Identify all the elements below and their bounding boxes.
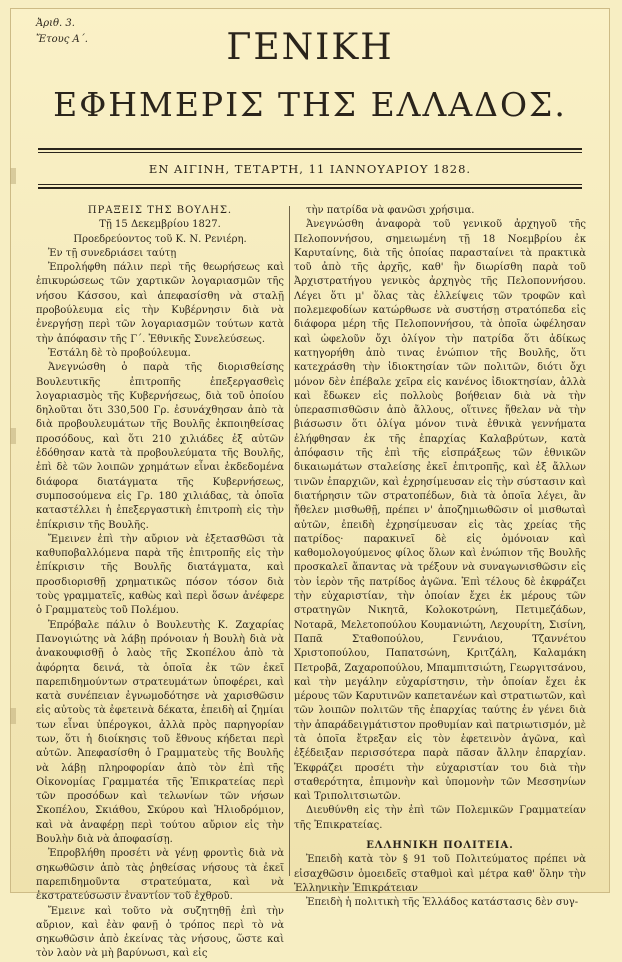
paragraph: Ἐν τῇ συνεδριάσει ταύτῃ	[48, 247, 177, 259]
paragraph: Ἐπροβλήθη προσέτι νὰ γένῃ φροντὶς διὰ νὰ σηκωθῶσιν ἀπὸ τὰς ῥηθείσας νήσους τὰ ἐκεῖ παρεπιδημοῦντα στρατεύματα, καὶ νὰ ἐκστρατεύσωσιν ἐναντίον τοῦ ἐχθροῦ.	[36, 848, 284, 903]
issue-number: Ἀριθ. 3.	[36, 18, 75, 29]
dateline-rule-thin	[38, 184, 582, 185]
paragraph: Ἐπειδὴ ἡ πολιτικὴ τῆς Ἑλλάδος κατάστασις δὲν συγ-	[306, 897, 579, 909]
section-heading: ΕΛΛΗΝΙΚΗ ΠΟΛΙΤΕΙΑ.	[366, 840, 514, 852]
presiding-line: Προεδρεύοντος τοῦ Κ. Ν. Ρενιέρη.	[73, 233, 247, 245]
right-column	[294, 204, 586, 911]
column-divider	[289, 206, 290, 876]
left-column	[36, 204, 284, 962]
paragraph: τὴν πατρίδα νὰ φανῶσι χρήσιμα.	[306, 205, 475, 216]
section-heading: ΠΡΑΞΕΙΣ ΤΗΣ ΒΟΥΛΗΣ.	[87, 205, 233, 216]
masthead-rule-thin	[38, 152, 582, 153]
masthead-line-2: ΕΦΗΜΕΡΙΣ ΤΗΣ ΕΛΛΑΔΟΣ.	[53, 85, 567, 124]
paragraph: Διευθύνθη εἰς τὴν ἐπὶ τῶν Πολεμικῶν Γραμματείαν τῆς Ἐπικρατείας.	[294, 805, 586, 831]
paragraph: Ἔμεινε καὶ τοῦτο νὰ συζητηθῇ ἐπὶ τὴν αὔριον, καὶ ἐὰν φανῇ ὁ τρόπος περὶ τὸ νὰ σηκωθῶσιν ἀπὸ ἐκείνας τὰς νήσους, ὥστε καὶ τὸν λαὸν νὰ μὴ βαρύνωσι, καὶ εἰς	[36, 905, 284, 960]
paragraph: Ἀνεγνώσθη ὁ παρὰ τῆς διορισθείσης Βουλευτικῆς ἐπιτροπῆς ἐπεξεργασθεὶς λογαριασμὸς τῆς Κυβερνήσεως, διὰ τοῦ ὁποίου δηλοῦται ὅτι 330,500 Γρ. ἐσυνάχθησαν ἀπὸ τὰ διὰ προβουλευμάτων τῆς Βουλῆς ἐκποιηθείσας προσόδους, καὶ ὅτι 210 χιλιάδες ἐξ αὐτῶν ἐδόθησαν κατὰ τὰ προβουλεύματα τῆς Βουλῆς, ἐπὶ δὲ τῶν λοιπῶν χρημάτων εἶναι ἐκδεδομένα διάφορα διατάγματα τῆς Κυβερνήσεως, συμποσούμενα εἰς Γρ. 180 χιλιάδας, τὰ ὁποῖα καταστέλλει ἡ ἐπεξεργαστικὴ ἐπιτροπὴ εἰς τὴν ἐπίκρισιν τῆς Βουλῆς.	[36, 362, 284, 531]
paragraph: Ἐπρόβαλε πάλιν ὁ Βουλευτὴς Κ. Ζαχαρίας Πανογιώτης νὰ λάβῃ πρόνοιαν ἡ Βουλὴ διὰ νὰ ἀνακουφισθῇ ὁ λαὸς τῆς Σκοπέλου ἀπὸ τὰ ἀφόρητα δεινά, τὰ ὁποῖα ἐκ τῶν ἐκεῖ παρεπιδημούντων στρατευμάτων ὑποφέρει, καὶ κατὰ συνέπειαν ἐγνωμοδότησε νὰ χαρισθῶσιν εἰς αὐτοὺς τὰ ἐφετεινὰ δέκατα, ἐπειδὴ αἱ ζημίαι των εἶναι ὑπέρογκοι, ἀλλὰ πρὸς παρηγορίαν των, ὅτι ἡ διοίκησις τοῦ ἔθνους κήδεται περὶ αὐτῶν. Ἀπεφασίσθη ὁ Γραμματεὺς τῆς Βουλῆς νὰ λάβῃ πληροφορίαν ἀπὸ τὸν ἐπὶ τῆς Οἰκονομίας Γραμματέα τῆς Ἐπικρατείας περὶ τῶν προσόδων καὶ τελωνίων τῶν νήσων Σκοπέλου, Σκιάθου, Σκύρου καὶ Ἠλιοδρόμιον, καὶ νὰ ἀναφέρῃ περὶ τούτου αὔριον εἰς τὴν Βουλὴν διὰ νὰ ἀποφασίσῃ.	[36, 619, 284, 846]
paragraph: Ἐστάλη δὲ τὸ προβούλευμα.	[48, 347, 191, 359]
newspaper-page	[10, 8, 610, 960]
masthead-line-1: ΓΕΝΙΚΗ	[226, 27, 394, 68]
edge-mark	[10, 708, 16, 724]
paragraph: Ἔμεινεν ἐπὶ τὴν αὔριον νὰ ἐξετασθῶσι τὰ καθυποβαλλόμενα παρὰ τῆς ἐπιτροπῆς εἰς τὴν ἐπίκρισιν τῆς Βουλῆς διατάγματα, καὶ προσδιορισθῇ χρηματικῶς πόσον τόσον διὰ τοὺς γραμματεῖς, καθὼς καὶ περὶ ὅσων ἀνέφερε ὁ Γραμματεὺς τοῦ Πολέμου.	[36, 533, 284, 617]
paragraph: Ἐπειδὴ κατὰ τὸν § 91 τοῦ Πολιτεύματος πρέπει νὰ εἰσαχθῶσιν ὁμοειδεῖς σταθμοὶ καὶ μέτρα καθ' ὅλην τὴν Ἑλληνικὴν Ἐπικράτειαν	[294, 854, 586, 894]
dateline-rule-bottom	[38, 187, 582, 189]
edge-mark	[10, 428, 16, 444]
masthead-rule-top	[38, 148, 582, 150]
paragraph: Ἐπρολήφθη πάλιν περὶ τῆς θεωρήσεως καὶ ἐπικυρώσεως τῶν χαρτικῶν λογαριασμῶν τῆς νήσου Κάσσου, καὶ ἀπεφασίσθη νὰ σταλῇ προβούλευμα εἰς τὴν Κυβέρνησιν διὰ νὰ ἐνεργήσῃ περὶ τῶν λογαριασμῶν τούτων κατὰ τὴν ἀπόφασιν τῆς Γ΄. Ἐθνικῆς Συνελεύσεως.	[36, 262, 284, 345]
session-date: Τῇ 15 Δεκεμβρίου 1827.	[99, 219, 221, 231]
issue-year: Ἔτους Α΄.	[36, 34, 88, 45]
dateline: ΕΝ ΑΙΓΙΝΗ, ΤΕΤΑΡΤΗ, 11 ΙΑΝΝΟΥΑΡΙΟΥ 1828.	[148, 162, 472, 176]
paragraph: Ἀνεγνώσθη ἀναφορὰ τοῦ γενικοῦ ἀρχηγοῦ τῆς Πελοποννήσου, σημειωμένη τῇ 18 Νοεμβρίου ἐκ Καρυταίνης, διὰ τῆς ὁποίας παρασταίνει τὰ πρακτικὰ τοῦ ἀπὸ τῆς ἀρχῆς, καθ' ἣν διωρίσθη παρὰ τοῦ Ἀρχιστρατήγου γενικὸς ἀρχηγὸς τῆς Πελοποννήσου. Λέγει ὅτι μ' ὅλας τὰς ἐλλείψεις τῶν τροφῶν καὶ πολεμεφοδίων κατώρθωσε νὰ συστήσῃ στρατόπεδα εἰς διάφορα μέρη τῆς Πελοποννήσου, τὰ ὁποῖα ὠφέλησαν καὶ ὠφελοῦν ὄχι ὀλίγον τὴν πατρίδα ὅτι ἀδίκως κατηγορήθη ἀπὸ τινας ἐνώπιον τῆς Βουλῆς, ὅτι κατεχράσθη τὴν ἰδιοκτησίαν τῶν πολιτῶν, διότι ὄχι μόνον δὲν ἐπέβαλε χεῖρα εἰς κανένος ἰδιοκτησίαν, ἀλλὰ καὶ ἔδωκεν εἰς πολλοὺς βοήθειαν διὰ νὰ τὴν ὑπερασπισθῶσιν ἀπὸ ἄλλους, οἵτινες ἤθελαν νὰ τὴν βιάσωσιν ὅτι ὀλίγα μόνον τινὰ ἐθνικὰ γεννήματα ἐλήφθησαν ἐκ τῆς ἐπαρχίας Καλαβρύτων, κατὰ ἀπόφασιν τῆς ἐπὶ τῆς εἰσπράξεως τῶν ἐθνικῶν δικαιωμάτων σταλείσης ἐκεῖ ἐπιτροπῆς, καὶ ἐξ ἄλλων τινῶν ἐπαρχιῶν, καὶ ἐχρησίμευσαν εἰς τὴν σύστασιν καὶ διατήρησιν τῶν στρατοπέδων, διὰ τὰ ὁποῖα λέγει, ἂν ἤθελεν μισθωθῇ, πρέπει ν' ἀποζημιωθῶσιν οἱ μισθωταὶ αὐτῶν, ἐπειδὴ ἐχρησίμευσαν εἰς τὰς χρείας τῆς πατρίδος· παρακινεῖ δὲ εἰς ὁμόνοιαν καὶ καθομολογούμενος φίλος ὅλων καὶ ἐνώπιον τῆς Βουλῆς προσκαλεῖ ἅπαντας νὰ τρέξουν νὰ συναγωνισθῶσιν εἰς τὸν ἱερὸν τῆς πατρίδος ἀγῶνα. Ἐπὶ τέλους δὲ ἐκφράζει τὴν εὐχαριστίαν, τὴν ὁποίαν ἔχει ἐκ μέρους τῶν στρατηγῶν Νικητᾶ, Κολοκοτρώνη, Πετιμεζάδων, Νοταρᾶ, Μελετοπούλου Κουμανιώτη, Λεχουρίτη, Σισίνη, Παπᾶ Σταθοπούλου, Γεννάιου, Τζαννέτου Χριστοπούλου, Παπατσώνη, Κριτζάλη, Καλαμάκη Πετροβᾶ, Ζαχαροπούλου, Μπαμπιτσιώτη, Γεωργιτσάνου, καὶ τὴν μεγάλην εὐχαρίστησιν, τὴν ὁποίαν ἔχει ἐκ μέρους τῶν Καρυτινῶν καπετανέων καὶ στρατιωτῶν, καὶ τῶν λοιπῶν πολιτῶν τῆς ἐπαρχίας ταύτης ἐν γένει διὰ τὴν ἀπαράδειγμάτιστον προθυμίαν καὶ πατριωτισμόν, μὲ τὰ ὁποῖα ἔτρεξαν εἰς τὸν ἐφετεινὸν ἀγῶνα, καὶ ἐξέδειξαν περισσότερα παρὰ πᾶσαν ἄλλην ἐπαρχίαν. Ἐκφράζει προσέτι τὴν εὐχαριστίαν του διὰ τὴν σταθερότητα, ἐπιμονὴν καὶ ὑπομονὴν τῶν Μεσσηνίων καὶ Τριπολιτσιωτῶν.	[294, 219, 586, 803]
